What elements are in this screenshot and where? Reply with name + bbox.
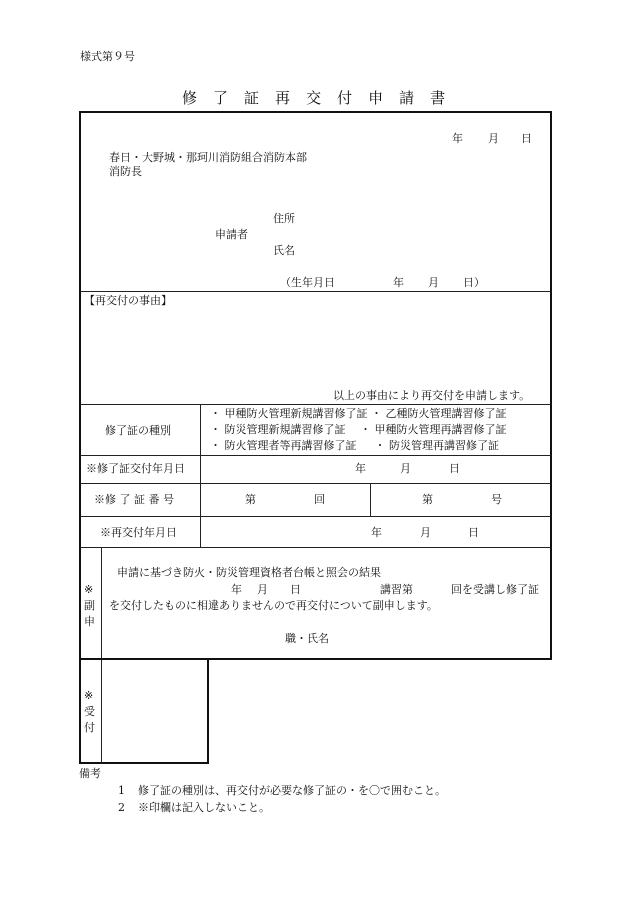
title-char: 証: [244, 89, 260, 107]
endorsement-label-char: ※: [84, 583, 94, 596]
type-option-line: ・ 甲種防火管理新規講習修了証 ・ 乙種防火管理講習修了証: [210, 407, 507, 420]
endorsement-divider: [101, 547, 102, 658]
endorsement-day: 日: [290, 583, 301, 596]
note-text: 修了証の種別は、再交付が必要な修了証の・を〇で囲むこと。: [138, 784, 446, 797]
type-option-line: ・ 防災管理新規講習修了証 ・ 甲種防火管理再講習修了証: [210, 423, 507, 436]
address-label: 住所: [273, 212, 295, 225]
reception-label-char: ※: [84, 689, 94, 702]
endorsement-line-1: 申請に基づき防火・防災管理資格者台帳と照会の結果: [117, 566, 381, 579]
date-day: 日: [521, 132, 532, 145]
date-month: 月: [488, 132, 499, 145]
notes-label: 備考: [79, 767, 101, 780]
reason-closing: 以上の事由により再交付を申請します。: [333, 389, 531, 402]
name-label: 氏名: [273, 244, 295, 257]
type-label: 修了証の種別: [105, 424, 171, 437]
title-char: 申: [368, 89, 384, 107]
note-text: ※印欄は記入しないこと。: [138, 801, 270, 814]
endorsement-year: 年: [231, 583, 242, 596]
number-dai-2: 第: [422, 493, 433, 506]
reception-divider: [101, 660, 102, 763]
reissue-date-month: 月: [420, 526, 431, 539]
number-kai: 回: [314, 493, 325, 506]
title-char: 付: [337, 89, 353, 107]
endorsement-line-3: を交付したものに相違ありませんので再交付について副申します。: [109, 599, 438, 612]
reception-label-char: 受: [84, 705, 95, 718]
divider: [80, 547, 551, 548]
divider: [80, 291, 551, 292]
divider: [80, 455, 551, 456]
signature-label: 職・氏名: [285, 632, 329, 645]
form-number: 様式第９号: [80, 50, 135, 63]
divider: [80, 404, 551, 405]
birth-month: 月: [428, 276, 439, 289]
page-title: [182, 91, 445, 106]
note-number: 2: [118, 801, 125, 814]
reception-label-char: 付: [84, 721, 95, 734]
issue-date-month: 月: [400, 462, 411, 475]
birth-year: 年: [393, 276, 404, 289]
reissue-date-day: 日: [468, 526, 479, 539]
number-dai-1: 第: [245, 493, 256, 506]
number-go: 号: [491, 493, 502, 506]
divider: [80, 516, 551, 517]
label-column-divider: [200, 404, 201, 547]
title-char: 交: [306, 89, 322, 107]
issue-date-day: 日: [449, 462, 460, 475]
endorsement-label-char: 副: [84, 599, 95, 612]
type-option-line: ・ 防火管理者等再講習修了証 ・ 防災管理再講習修了証: [210, 439, 499, 452]
title-char: 再: [275, 89, 291, 107]
issue-date-label: ※修了証交付年月日: [86, 462, 185, 475]
endorsement-line-2-rest: 回を受講し修了証: [451, 583, 539, 596]
note-number: 1: [118, 784, 125, 797]
endorsement-course: 講習第: [380, 583, 413, 596]
title-char: 書: [430, 89, 446, 107]
reissue-date-year: 年: [371, 526, 382, 539]
divider: [80, 483, 551, 484]
endorsement-month: 月: [257, 583, 268, 596]
title-char: 了: [213, 89, 229, 107]
title-char: 修: [182, 89, 198, 107]
reissue-date-label: ※再交付年月日: [100, 526, 177, 539]
birth-date-open: （生年月日: [280, 276, 335, 289]
certificate-number-label: ※修 了 証 番 号: [94, 493, 174, 506]
birth-day: 日）: [463, 276, 485, 289]
applicant-label: 申請者: [215, 228, 248, 241]
date-year: 年: [452, 132, 463, 145]
addressee-org: 春日・大野城・那珂川消防組合消防本部: [109, 151, 307, 164]
addressee-title: 消防長: [109, 165, 142, 178]
number-divider: [370, 483, 371, 516]
reception-box: [79, 658, 209, 764]
endorsement-label-char: 申: [84, 615, 95, 628]
reason-label: 【再交付の事由】: [84, 294, 172, 307]
title-char: 請: [399, 89, 415, 107]
issue-date-year: 年: [355, 462, 366, 475]
